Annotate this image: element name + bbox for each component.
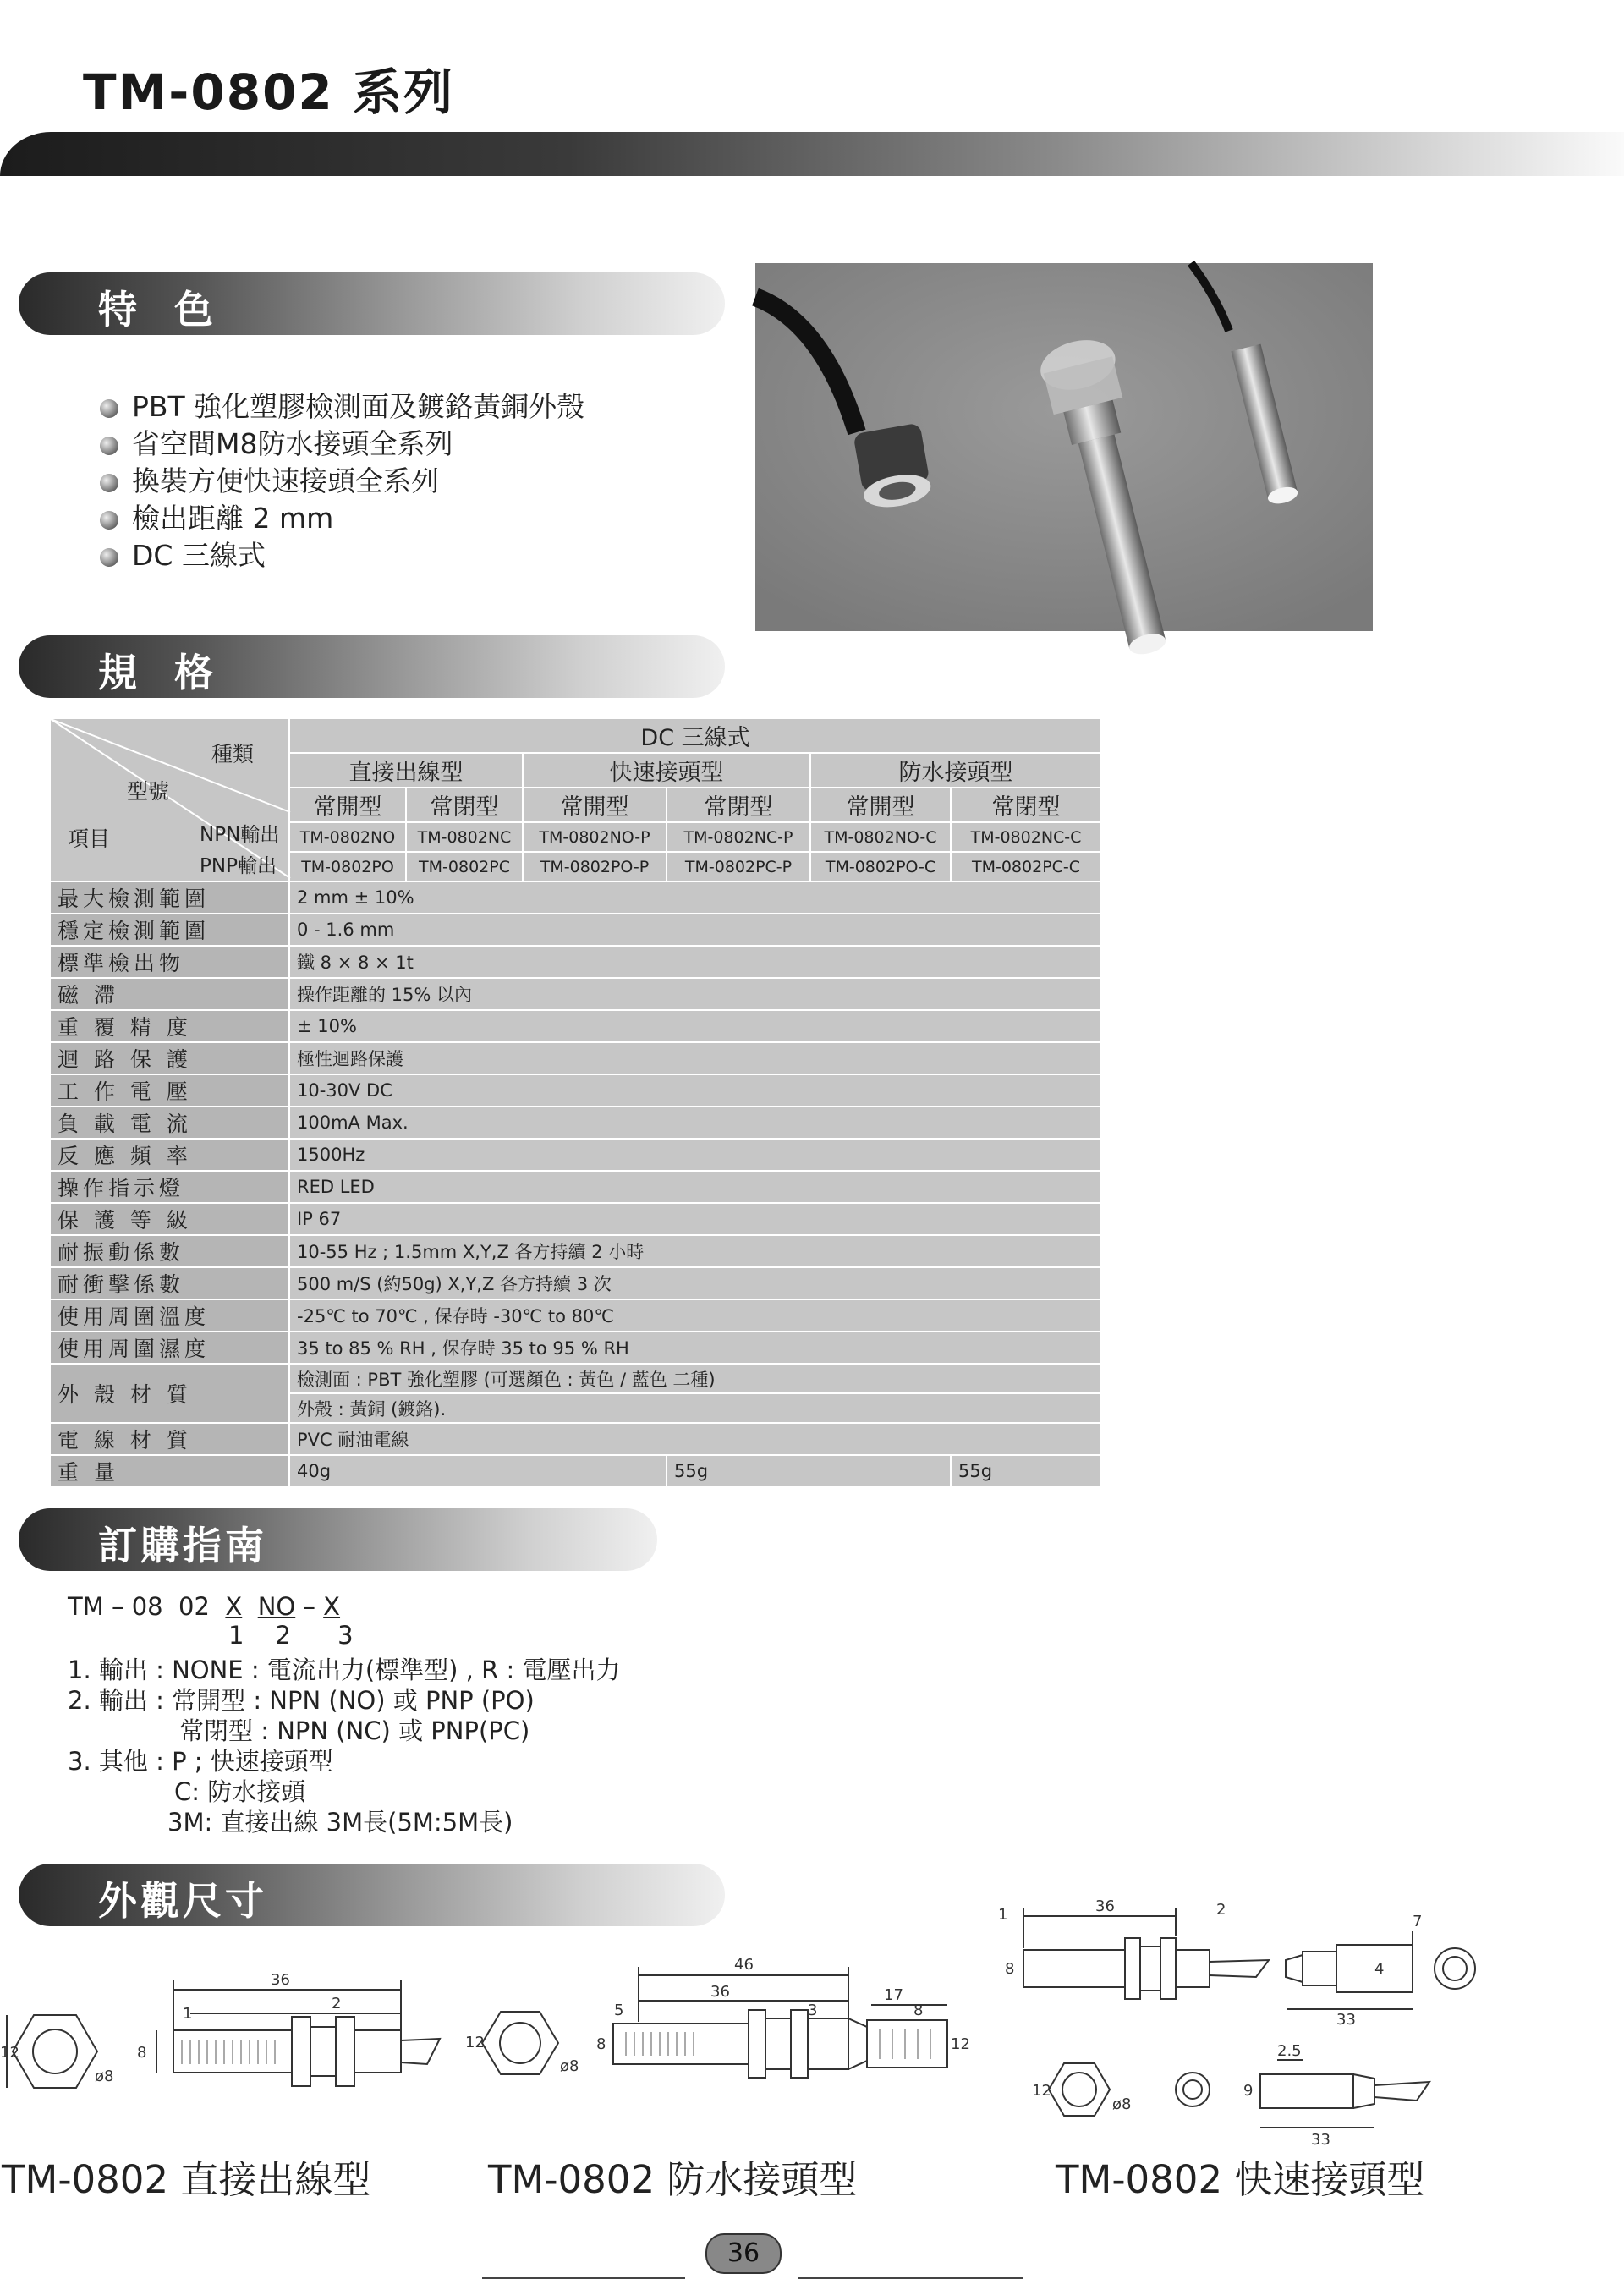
order-line: 3. 其他 : P ; 快速接頭型 <box>68 1747 333 1776</box>
section-header-features <box>19 272 725 335</box>
dim-hex: 12 <box>1032 2082 1051 2100</box>
dim-hex: 12 <box>465 2034 485 2051</box>
title-bar <box>0 132 1624 176</box>
bullet-icon <box>100 437 118 455</box>
dim-h: 8 <box>1005 1960 1015 1978</box>
order-line: 1. 輸出 : NONE : 電流出力(標準型) , R : 電壓出力 <box>68 1656 621 1684</box>
dim-length: 36 <box>1095 1897 1115 1915</box>
npn-model: TM-0802NC-C <box>951 822 1101 852</box>
dim-b: 3 <box>808 2002 818 2019</box>
spec-label: 迴 路 保 護 <box>50 1042 289 1074</box>
section-header-dims <box>19 1864 725 1926</box>
pnp-model: TM-0802PC-C <box>951 852 1101 881</box>
spec-label: 重 覆 精 度 <box>50 1010 289 1042</box>
dim-dia: ø8 <box>95 2068 114 2085</box>
bullet-icon <box>100 399 118 418</box>
dim-e: 9 <box>1243 2082 1254 2100</box>
caption-direct: TM-0802 直接出線型 <box>2 2157 371 2202</box>
dimension-drawing-quick <box>990 1882 1514 2149</box>
header-type: 常閉型 <box>406 788 523 822</box>
dim-length: 36 <box>710 1983 730 2001</box>
npn-model: TM-0802NC <box>406 822 523 852</box>
dim-dia: ø8 <box>1112 2095 1132 2113</box>
section-title-specs: 規 格 <box>98 650 226 695</box>
corner-pnp: PNP輸出 <box>200 855 277 877</box>
spec-value: -25℃ to 70℃ , 保存時 -30℃ to 80℃ <box>289 1299 1101 1332</box>
dim-b: 1 <box>998 1906 1008 1924</box>
npn-model: TM-0802NO <box>289 822 406 852</box>
spec-label: 電 線 材 質 <box>50 1423 289 1455</box>
dim-a: 2 <box>332 1995 342 2013</box>
weight-value: 40g <box>289 1455 667 1487</box>
corner-kind: 種類 <box>211 742 255 766</box>
dim-e: 12 <box>951 2035 970 2053</box>
dim-a: 5 <box>614 2002 624 2019</box>
dim-a: 2 <box>1216 1901 1226 1919</box>
section-header-specs <box>19 635 725 698</box>
dim-c: 17 <box>884 1986 903 2004</box>
spec-label: 操作指示燈 <box>50 1171 289 1203</box>
spec-value: 鐵 8 × 8 × 1t <box>289 946 1101 978</box>
caption-waterproof: TM-0802 防水接頭型 <box>488 2157 858 2202</box>
header-dc: DC 三線式 <box>289 718 1101 753</box>
section-title-features: 特 色 <box>98 287 226 332</box>
spec-value: IP 67 <box>289 1203 1101 1235</box>
spec-value: 極性迴路保護 <box>289 1042 1101 1074</box>
section-title-dims: 外觀尺寸 <box>98 1878 267 1924</box>
spec-label: 保 護 等 級 <box>50 1203 289 1235</box>
bullet-icon <box>100 474 118 492</box>
header-type: 常開型 <box>289 788 406 822</box>
dim-d: 33 <box>1336 2011 1356 2029</box>
feature-item: PBT 強化塑膠檢測面及鍍鉻黃銅外殼 <box>100 385 584 425</box>
spec-label: 工 作 電 壓 <box>50 1074 289 1107</box>
dim-g: 33 <box>1311 2131 1330 2149</box>
dim-arrow: 4 <box>1374 1960 1385 1978</box>
spec-label: 使用周圍濕度 <box>50 1332 289 1364</box>
header-group: 快速接頭型 <box>523 753 810 788</box>
dim-hex: 12 <box>0 2044 19 2062</box>
corner-item: 項目 <box>68 826 111 851</box>
corner-npn: NPN輸出 <box>200 824 280 846</box>
feature-item: 省空間M8防水接頭全系列 <box>100 422 453 462</box>
dim-f: 2.5 <box>1277 2042 1302 2060</box>
header-type: 常閉型 <box>951 788 1101 822</box>
feature-item: 檢出距離 2 mm <box>100 497 333 536</box>
dim-h: 8 <box>596 2035 606 2053</box>
spec-value: 10-30V DC <box>289 1074 1101 1107</box>
dimension-drawing-waterproof <box>465 1920 973 2098</box>
spec-label: 使用周圍溫度 <box>50 1299 289 1332</box>
spec-value: 檢測面 : PBT 強化塑膠 (可選顏色 : 黃色 / 藍色 二種) <box>289 1364 1101 1393</box>
spec-label: 標準檢出物 <box>50 946 289 978</box>
spec-value: 100mA Max. <box>289 1107 1101 1139</box>
header-type: 常開型 <box>810 788 951 822</box>
dim-dia: ø8 <box>560 2057 579 2075</box>
spec-label: 耐衝擊係數 <box>50 1267 289 1299</box>
weight-value: 55g <box>667 1455 951 1487</box>
spec-table <box>49 717 1102 1488</box>
dim-c: 7 <box>1413 1913 1423 1930</box>
spec-label: 外 殼 材 質 <box>50 1364 289 1423</box>
order-line: C: 防水接頭 <box>174 1777 306 1806</box>
dim-h: 8 <box>137 2044 147 2062</box>
spec-value: ± 10% <box>289 1010 1101 1042</box>
header-group: 防水接頭型 <box>810 753 1101 788</box>
spec-value: 35 to 85 % RH , 保存時 35 to 95 % RH <box>289 1332 1101 1364</box>
feature-item: 換裝方便快速接頭全系列 <box>100 459 439 499</box>
pnp-model: TM-0802PC <box>406 852 523 881</box>
bullet-icon <box>100 511 118 530</box>
spec-label: 反 應 頻 率 <box>50 1139 289 1171</box>
spec-value: 500 m/S (約50g) X,Y,Z 各方持續 3 次 <box>289 1267 1101 1299</box>
pnp-model: TM-0802PC-P <box>667 852 810 881</box>
section-title-order: 訂購指南 <box>98 1523 267 1568</box>
spec-label: 穩定檢測範圍 <box>50 914 289 946</box>
npn-model: TM-0802NC-P <box>667 822 810 852</box>
spec-value: 2 mm ± 10% <box>289 881 1101 914</box>
header-type: 常開型 <box>523 788 667 822</box>
npn-model: TM-0802NO-C <box>810 822 951 852</box>
caption-quick: TM-0802 快速接頭型 <box>1056 2157 1425 2202</box>
spec-value: PVC 耐油電線 <box>289 1423 1101 1455</box>
header-type: 常閉型 <box>667 788 810 822</box>
page-number: 36 <box>705 2233 782 2274</box>
weight-value: 55g <box>951 1455 1101 1487</box>
corner-cell <box>50 718 289 881</box>
spec-value: 0 - 1.6 mm <box>289 914 1101 946</box>
order-line: 2. 輸出 : 常開型 : NPN (NO) 或 PNP (PO) <box>68 1686 535 1715</box>
spec-value: 外殼 : 黃銅 (鍍鉻). <box>289 1393 1101 1423</box>
spec-label: 負 載 電 流 <box>50 1107 289 1139</box>
feature-item: DC 三線式 <box>100 534 266 574</box>
order-index: 1 2 3 <box>228 1621 354 1650</box>
order-line: 3M: 直接出線 3M長(5M:5M長) <box>167 1808 513 1837</box>
order-code: TM – 08 02 X NO – X <box>68 1592 341 1621</box>
spec-value: 10-55 Hz ; 1.5mm X,Y,Z 各方持續 2 小時 <box>289 1235 1101 1267</box>
dim-b: 1 <box>183 2005 193 2023</box>
spec-label: 耐振動係數 <box>50 1235 289 1267</box>
page-title: TM-0802 系列 <box>83 63 454 121</box>
dimension-drawing-direct <box>0 1929 474 2098</box>
npn-model: TM-0802NO-P <box>523 822 667 852</box>
pnp-model: TM-0802PO-C <box>810 852 951 881</box>
spec-label: 最大檢測範圍 <box>50 881 289 914</box>
spec-label: 磁 滯 <box>50 978 289 1010</box>
spec-value: RED LED <box>289 1171 1101 1203</box>
spec-value: 操作距離的 15% 以內 <box>289 978 1101 1010</box>
section-header-order <box>19 1508 657 1571</box>
header-group: 直接出線型 <box>289 753 523 788</box>
product-photo <box>755 263 1373 631</box>
dim-length: 36 <box>271 1971 290 1989</box>
dim-total: 46 <box>734 1956 754 1974</box>
corner-model: 型號 <box>127 779 170 804</box>
spec-label: 重 量 <box>50 1455 289 1487</box>
dim-d: 8 <box>914 2002 924 2019</box>
pnp-model: TM-0802PO <box>289 852 406 881</box>
bullet-icon <box>100 548 118 567</box>
spec-value: 1500Hz <box>289 1139 1101 1171</box>
order-line: 常閉型 : NPN (NC) 或 PNP(PC) <box>179 1716 530 1745</box>
pnp-model: TM-0802PO-P <box>523 852 667 881</box>
